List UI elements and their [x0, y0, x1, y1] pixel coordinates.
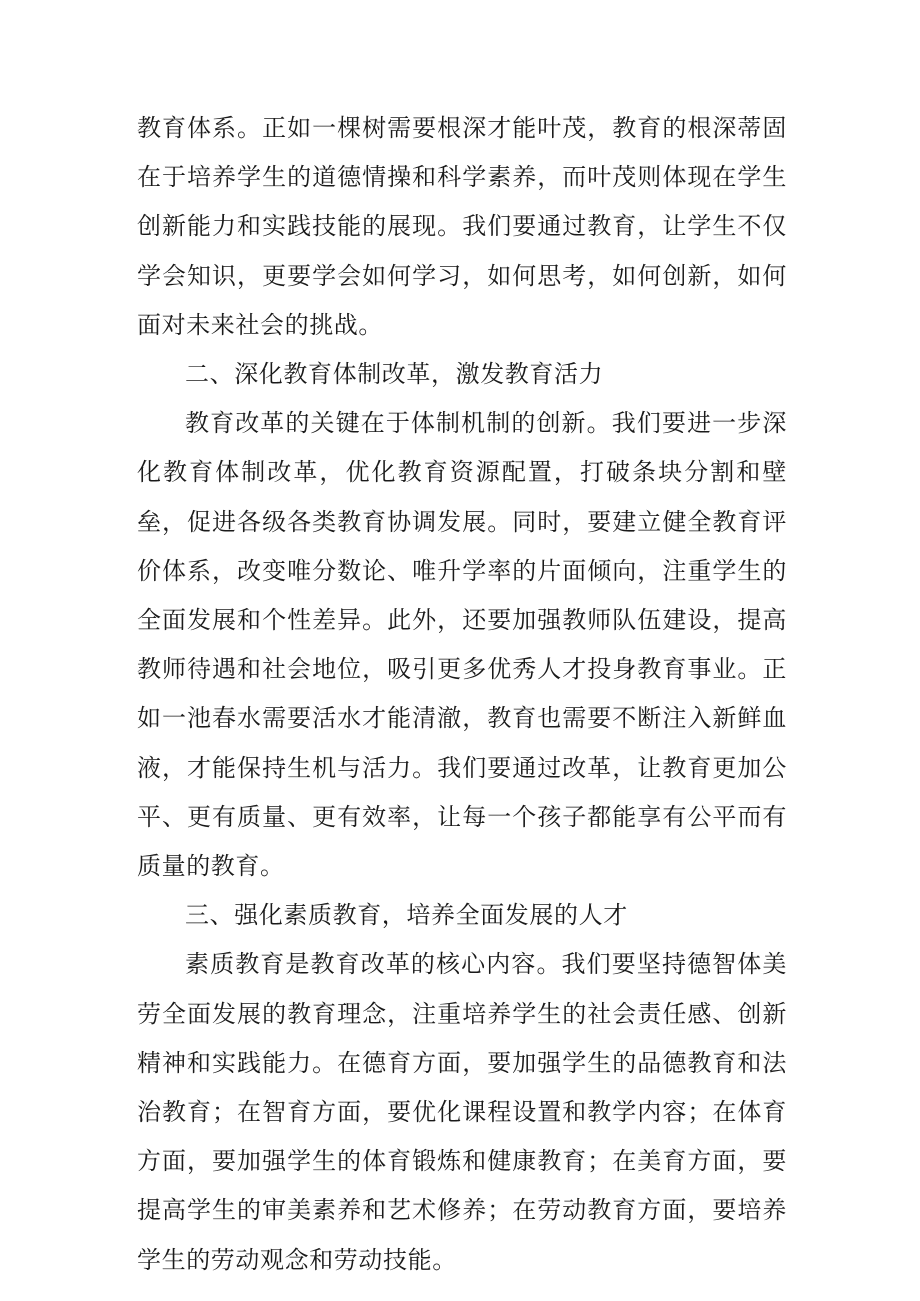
document-body [137, 104, 787, 1285]
paragraph-education-reform: 教育改革的关键在于体制机制的创新。我们要进一步深化教育体制改革，优化教育资源配置，打破条块分割和壁垒，促进各级各类教育协调发展。同时，要建立健全教育评价体系，改变唯分数论、唯升学率的片面倾向，注重学生的全面发展和个性差异。此外，还要加强教师队伍建设，提高教师待遇和社会地位，吸引更多优秀人才投身教育事业。正如一池春水需要活水才能清澈，教育也需要不断注入新鲜血液，才能保持生机与活力。我们要通过改革，让教育更加公平、更有质量、更有效率，让每一个孩子都能享有公平而有质量的教育。 [137, 409, 787, 881]
paragraph-quality-education: 素质教育是教育改革的核心内容。我们要坚持德智体美劳全面发展的教育理念，注重培养学生的社会责任感、创新精神和实践能力。在德育方面，要加强学生的品德教育和法治教育；在智育方面，要优化课程设置和教学内容；在体育方面，要加强学生的体育锻炼和健康教育；在美育方面，要提高学生的审美素养和艺术修养；在劳动教育方面，要培养学生的劳动观念和劳动技能。 [137, 950, 787, 1274]
section-heading-2: 二、深化教育体制改革，激发教育活力 [185, 360, 604, 389]
section-heading-3: 三、强化素质教育，培养全面发展的人才 [185, 901, 628, 930]
paragraph-continuation: 教育体系。正如一棵树需要根深才能叶茂，教育的根深蒂固在于培养学生的道德情操和科学素养，而叶茂则体现在学生创新能力和实践技能的展现。我们要通过教育，让学生不仅学会知识，更要学会如何学习，如何思考，如何创新，如何面对未来社会的挑战。 [137, 114, 787, 339]
